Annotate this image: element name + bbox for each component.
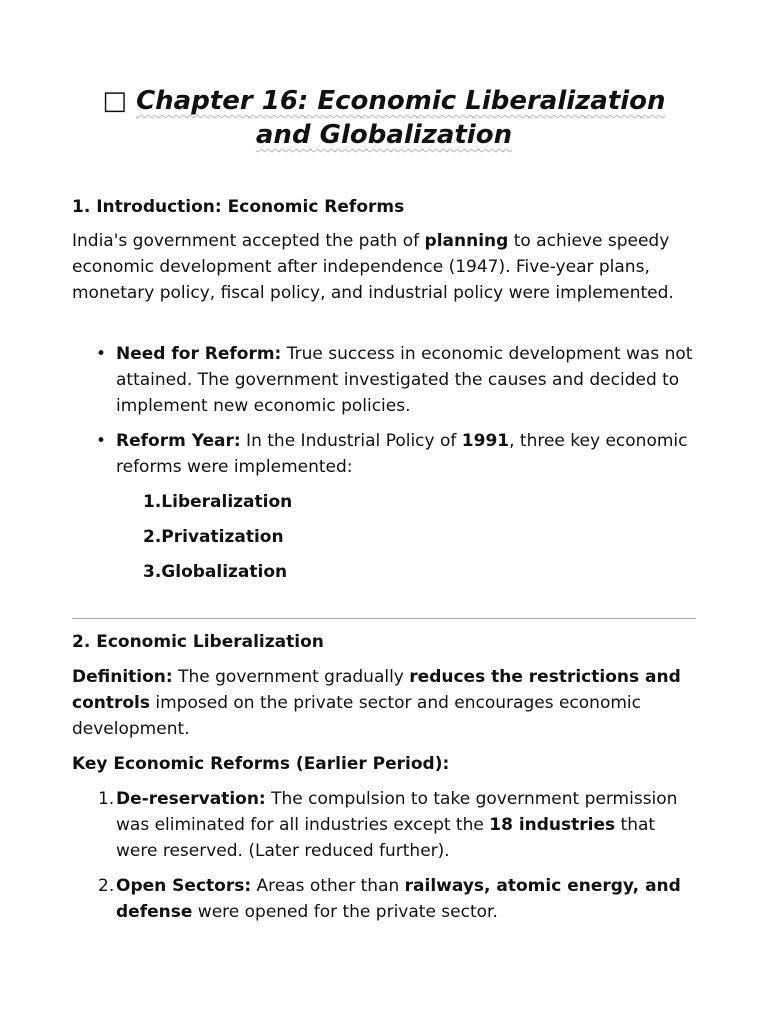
list-item-body-start: Areas other than [251, 876, 405, 896]
list-item-body-start: The compulsion to take government permission was eliminated for all industries except the [116, 789, 678, 835]
list-item-bold: 18 industries [489, 815, 616, 835]
bullet-body: True success in economic development was not attained. The government investigated the causes and decided to implement new economic policies. [116, 344, 693, 416]
list-number: 2. [98, 876, 115, 896]
missing-glyph-icon: □ [102, 86, 127, 116]
list-item-bold: railways, atomic energy, and defense [116, 876, 681, 922]
chapter-title [72, 84, 696, 152]
list-item-text [116, 873, 696, 925]
section-divider [72, 618, 696, 619]
intro-text-end: to achieve speedy economic development after independence (1947). Five-year plans, monetary policy, fiscal policy, and industrial policy were implemented. [72, 231, 674, 303]
list-item-body-end: were opened for the private sector. [192, 902, 498, 922]
definition-text-start: The government gradually [172, 667, 410, 687]
bullet-mark: • [96, 344, 107, 364]
bullet-body-start: In the Industrial Policy of [240, 431, 462, 451]
section-2-heading: 2. Economic Liberalization [72, 632, 324, 652]
list-item-text [116, 786, 696, 864]
bullet-text [116, 341, 696, 419]
bullet-year: 1991 [461, 431, 510, 451]
intro-text-start: India's government accepted the path of [72, 231, 425, 251]
bullet-body-end: , three key economic reforms were implemented: [116, 431, 688, 477]
list-number: 1. [98, 789, 115, 809]
definition-text-end: imposed on the private sector and encourages economic development. [72, 693, 641, 739]
intro-bold-planning: planning [424, 231, 509, 251]
bullet-label: Reform Year: [116, 431, 241, 451]
intro-paragraph [72, 228, 696, 306]
list-item-label: Open Sectors: [116, 876, 252, 896]
section-1-heading: 1. Introduction: Economic Reforms [72, 197, 405, 217]
bullet-label: Need for Reform: [116, 344, 282, 364]
definition-label: Definition: [72, 667, 173, 687]
list-item-body-end: that were reserved. (Later reduced further). [116, 815, 656, 861]
definition-bold: reduces the restrictions and controls [72, 667, 681, 713]
reform-item-liberalization: 1.Liberalization [143, 492, 293, 512]
chapter-title-text: Chapter 16: Economic Liberalization and Globalization [136, 86, 666, 150]
key-reforms-heading: Key Economic Reforms (Earlier Period): [72, 754, 450, 774]
reform-item-privatization: 2.Privatization [143, 527, 284, 547]
list-item-label: De-reservation: [116, 789, 266, 809]
reform-item-globalization: 3.Globalization [143, 562, 288, 582]
bullet-mark: • [96, 431, 107, 451]
definition-paragraph [72, 664, 696, 742]
bullet-text [116, 428, 696, 480]
